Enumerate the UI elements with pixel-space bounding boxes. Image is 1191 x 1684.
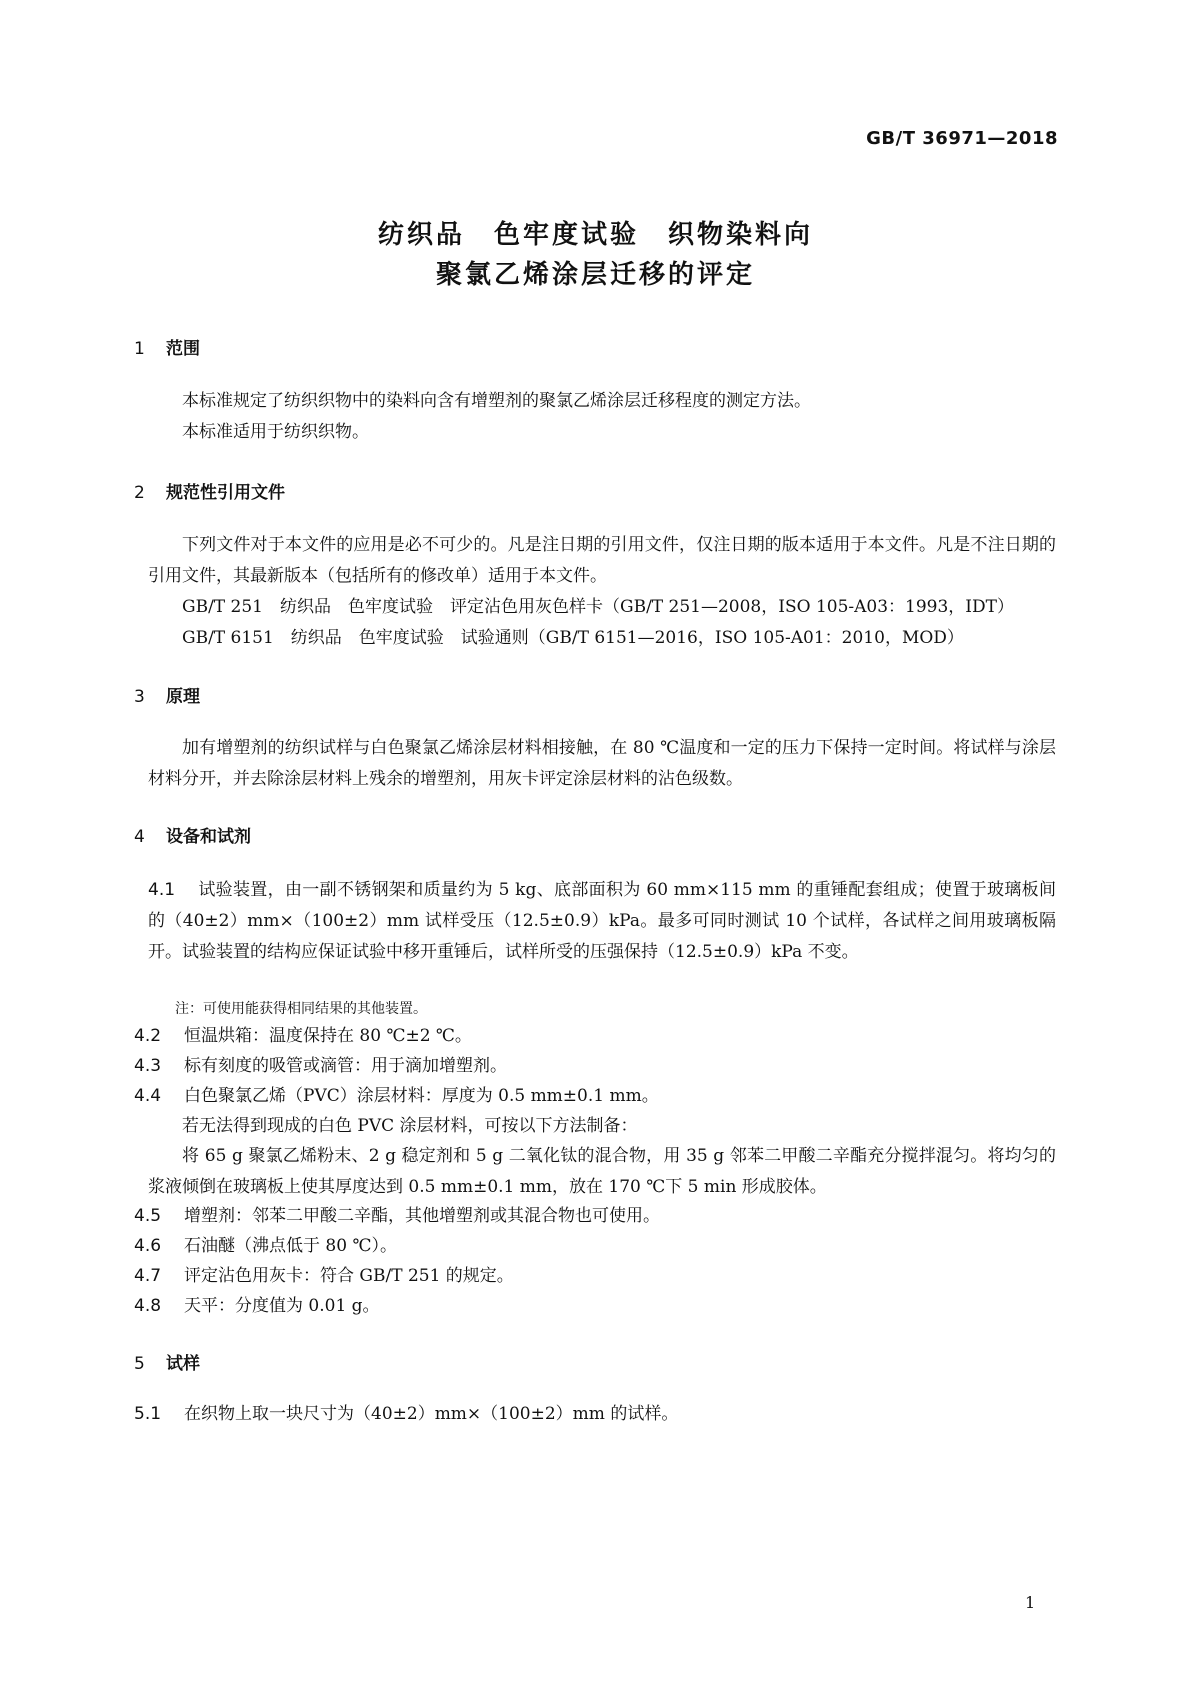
clause-4-4-paragraph-3: 将 65 g 聚氯乙烯粉末、2 g 稳定剂和 5 g 二氧化钛的混合物，用 35 g 邻苯二甲酸二辛酯充分搅拌混匀。将均匀的浆液倾倒在玻璃板上使其厚度达到 0.5 mm±0.1 mm，放在 170 ℃下 5 min 形成胶体。 (148, 1146, 1056, 1197)
clause-5-1 (134, 1399, 678, 1430)
document-title-line-1: 纺织品 色牢度试验 织物染料向 (377, 220, 813, 250)
section-1-paragraph-2: 本标准适用于纺织织物。 (182, 422, 369, 442)
clause-4-7 (134, 1261, 514, 1292)
section-number: 4 (134, 827, 145, 847)
clause-number: 4.7 (134, 1266, 162, 1286)
clause-number: 4.6 (134, 1236, 162, 1256)
clause-number: 4.8 (134, 1296, 162, 1316)
section-4-heading (134, 822, 251, 847)
clause-4-5 (134, 1201, 660, 1232)
note-4-1: 注：可使用能获得相同结果的其他装置。 (175, 1001, 427, 1017)
section-1-paragraph-1: 本标准规定了纺织织物中的染料向含有增塑剂的聚氯乙烯涂层迁移程度的测定方法。 (182, 391, 811, 411)
clause-text: 试验装置，由一副不锈钢架和质量约为 5 kg、底部面积为 60 mm×115 mm 的重锤配套组成；使置于玻璃板间的（40±2）mm×（100±2）mm 试样受压（12.5±0.9）kPa。最多可同时测试 10 个试样，各试样之间用玻璃板隔开。试验装置的结构应保证试验中移开重锤后，试样所受的压强保持（12.5±0.9）kPa 不变。 (148, 880, 1056, 962)
section-2-heading (134, 478, 285, 503)
section-3-paragraph-1: 加有增塑剂的纺织试样与白色聚氯乙烯涂层材料相接触，在 80 ℃温度和一定的压力下保持一定时间。将试样与涂层材料分开，并去除涂层材料上残余的增塑剂，用灰卡评定涂层材料的沾色级数。 (148, 738, 1056, 789)
clause-text: 天平：分度值为 0.01 g。 (184, 1296, 380, 1316)
section-number: 5 (134, 1354, 145, 1374)
section-number: 2 (134, 483, 145, 503)
clause-number: 4.1 (148, 880, 176, 900)
clause-number: 4.4 (134, 1086, 162, 1106)
section-title: 设备和试剂 (166, 827, 251, 847)
reference-gbt-6151: GB/T 6151 纺织品 色牢度试验 试验通则（GB/T 6151—2016，ISO 105-A01：2010，MOD） (182, 628, 964, 648)
section-title: 试样 (166, 1354, 200, 1374)
clause-text: 在织物上取一块尺寸为（40±2）mm×（100±2）mm 的试样。 (184, 1404, 679, 1424)
clause-4-4 (134, 1081, 659, 1112)
clause-4-6 (134, 1231, 397, 1262)
clause-number: 4.2 (134, 1026, 162, 1046)
clause-text: 石油醚（沸点低于 80 ℃）。 (184, 1236, 397, 1256)
reference-gbt-251: GB/T 251 纺织品 色牢度试验 评定沾色用灰色样卡（GB/T 251—2008，ISO 105-A03：1993，IDT） (182, 597, 1014, 617)
clause-number: 4.5 (134, 1206, 162, 1226)
section-number: 1 (134, 339, 145, 359)
clause-text: 增塑剂：邻苯二甲酸二辛酯，其他增塑剂或其混合物也可使用。 (184, 1206, 660, 1226)
clause-number: 4.3 (134, 1056, 162, 1076)
document-title-line-2: 聚氯乙烯涂层迁移的评定 (435, 260, 755, 290)
clause-4-8 (134, 1291, 380, 1322)
clause-text: 恒温烘箱：温度保持在 80 ℃±2 ℃。 (184, 1026, 472, 1046)
section-2-paragraph-1: 下列文件对于本文件的应用是必不可少的。凡是注日期的引用文件，仅注日期的版本适用于本文件。凡是不注日期的引用文件，其最新版本（包括所有的修改单）适用于本文件。 (148, 535, 1056, 586)
section-title: 规范性引用文件 (166, 483, 285, 503)
standard-number: GB/T 36971—2018 (866, 128, 1058, 149)
clause-text: 评定沾色用灰卡：符合 GB/T 251 的规定。 (184, 1266, 514, 1286)
clause-text: 白色聚氯乙烯（PVC）涂层材料：厚度为 0.5 mm±0.1 mm。 (184, 1086, 659, 1106)
section-title: 原理 (166, 687, 200, 707)
clause-text: 标有刻度的吸管或滴管：用于滴加增塑剂。 (184, 1056, 507, 1076)
section-number: 3 (134, 687, 145, 707)
clause-number: 5.1 (134, 1404, 162, 1424)
section-title: 范围 (166, 339, 200, 359)
section-5-heading (134, 1349, 200, 1374)
section-1-heading (134, 334, 200, 359)
clause-4-4-paragraph-2: 若无法得到现成的白色 PVC 涂层材料，可按以下方法制备： (182, 1116, 638, 1136)
clause-4-1 (148, 875, 1056, 968)
clause-4-3 (134, 1051, 507, 1082)
clause-4-2 (134, 1021, 472, 1052)
section-3-heading (134, 682, 200, 707)
page-number: 1 (1025, 1593, 1036, 1612)
